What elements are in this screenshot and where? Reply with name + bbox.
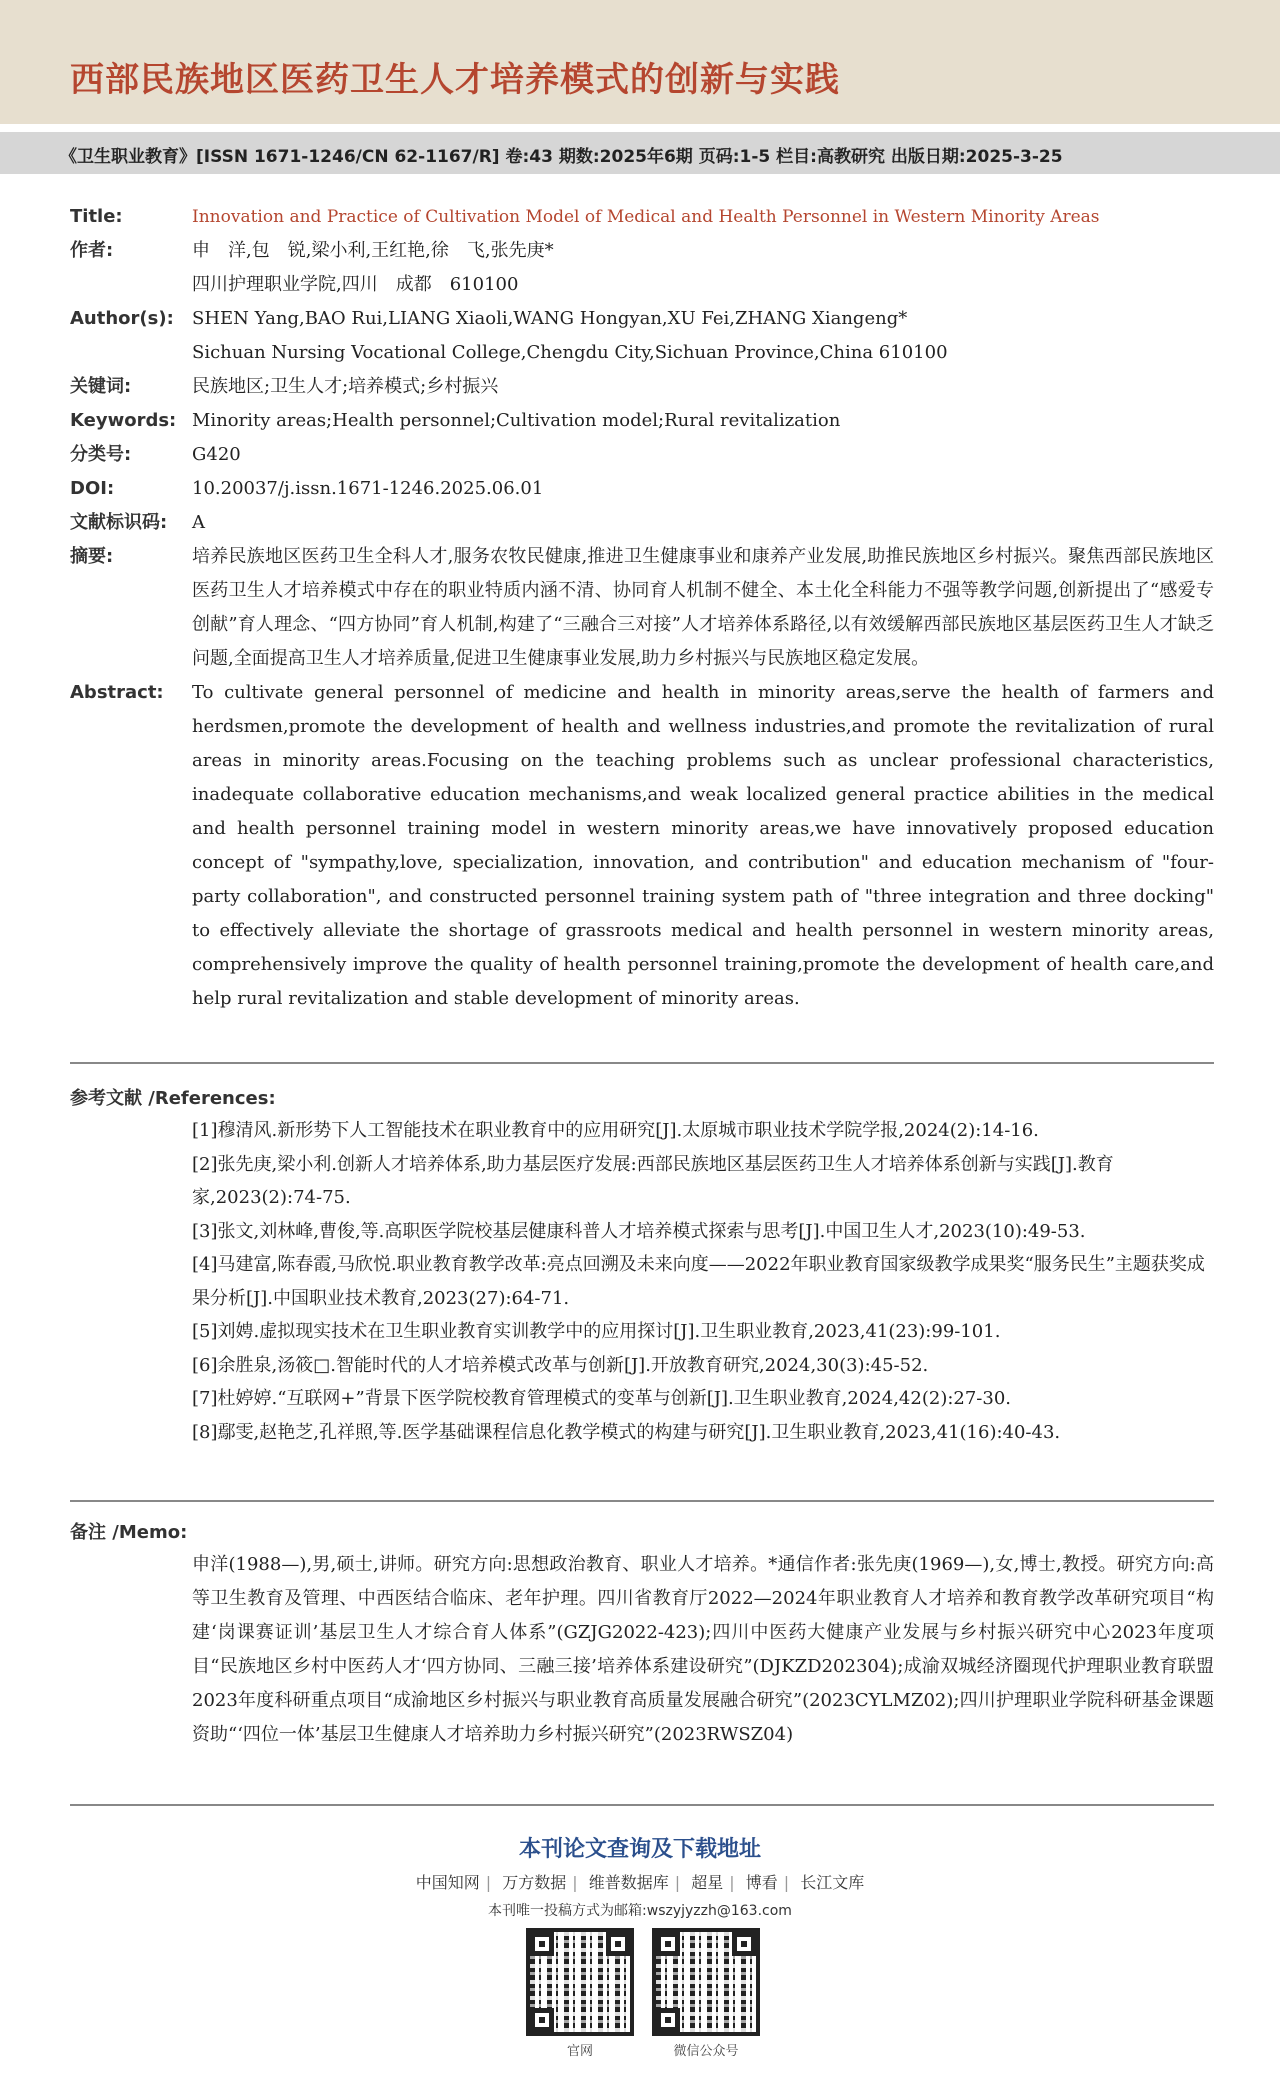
field-label: 文献标识码: bbox=[70, 512, 168, 533]
database-list bbox=[0, 1870, 1280, 1893]
journal-meta-bar bbox=[0, 132, 1280, 174]
article-fields bbox=[70, 200, 1214, 1016]
separator: | bbox=[729, 1873, 735, 1892]
reference-item: [3]张文,刘林峰,曹俊,等.高职医学院校基层健康科普人才培养模式探索与思考[J].中国卫生人才,2023(10):49-53. bbox=[192, 1220, 1086, 1242]
authors-en bbox=[192, 302, 1214, 370]
reference-item: [6]余胜泉,汤筱□.智能时代的人才培养模式改革与创新[J].开放教育研究,2024,30(3):45-52. bbox=[192, 1354, 929, 1376]
separator: | bbox=[572, 1873, 578, 1892]
field-keywords-cn bbox=[70, 370, 1214, 404]
qr-finder bbox=[606, 1932, 630, 1956]
footer-title: 本刊论文查询及下载地址 bbox=[518, 1837, 761, 1862]
title-band bbox=[0, 0, 1280, 124]
clc-number: G420 bbox=[192, 444, 241, 465]
qr-code-website[interactable] bbox=[526, 1928, 634, 2036]
field-abstract-en bbox=[70, 676, 1214, 1016]
field-label: 作者: bbox=[70, 240, 114, 261]
database-link[interactable]: 博看 bbox=[745, 1873, 778, 1892]
database-link[interactable]: 中国知网 bbox=[415, 1873, 480, 1892]
database-link[interactable]: 超星 bbox=[691, 1873, 724, 1892]
qr-finder bbox=[656, 2008, 680, 2032]
keywords-en: Minority areas;Health personnel;Cultivation model;Rural revitalization bbox=[192, 410, 841, 431]
field-label: Title: bbox=[70, 206, 123, 227]
qr-caption-wechat: 微信公众号 bbox=[673, 2044, 739, 2059]
field-label: Abstract: bbox=[70, 682, 164, 703]
band-divider bbox=[0, 124, 1280, 127]
field-label: Keywords: bbox=[70, 410, 177, 431]
field-keywords-en bbox=[70, 404, 1214, 438]
divider-references bbox=[70, 1062, 1214, 1064]
qr-finder bbox=[656, 1932, 680, 1956]
authors-cn bbox=[192, 234, 1214, 302]
affiliation-cn: 四川护理职业学院,四川 成都 610100 bbox=[192, 274, 519, 295]
reference-item: [2]张先庚,梁小利.创新人才培养体系,助力基层医疗发展:西部民族地区基层医药卫生人才培养体系创新与实践[J].教育家,2023(2):74-75. bbox=[192, 1153, 1114, 1208]
memo-text: 申洋(1988—),男,硕士,讲师。研究方向:思想政治教育、职业人才培养。*通信作者:张先庚(1969—),女,博士,教授。研究方向:高等卫生教育及管理、中西医结合临床、老年护理。四川省教育厅2022—2024年职业教育人才培养和教育教学改革研究项目“构建‘岗课赛证训’基层卫生人才综合育人体系”(GZJG2022-423);四川中医药大健康产业发展与乡村振兴研究中心2023年度项目“民族地区乡村中医药人才‘四方协同、三融三接’培养体系建设研究”(DJKZD202304);成渝双城经济圈现代护理职业教育联盟2023年度科研重点项目“成渝地区乡村振兴与职业教育高质量发展融合研究”(2023CYLMZ02);四川护理职业学院科研基金课题资助“‘四位一体’基层卫生健康人才培养助力乡村振兴研究”(2023RWSZ04) bbox=[192, 1554, 1214, 1745]
doi-value: 10.20037/j.issn.1671-1246.2025.06.01 bbox=[192, 478, 544, 499]
separator: | bbox=[783, 1873, 790, 1892]
database-link[interactable]: 长江文库 bbox=[800, 1873, 865, 1892]
field-clc bbox=[70, 438, 1214, 472]
field-label: DOI: bbox=[70, 478, 115, 499]
divider-memo bbox=[70, 1500, 1214, 1502]
separator: | bbox=[485, 1873, 492, 1892]
field-doi bbox=[70, 472, 1214, 506]
authors-en-names: SHEN Yang,BAO Rui,LIANG Xiaoli,WANG Hongyan,XU Fei,ZHANG Xiangeng* bbox=[192, 308, 908, 329]
abstract-cn: 培养民族地区医药卫生全科人才,服务农牧民健康,推进卫生健康事业和康养产业发展,助推民族地区乡村振兴。聚焦西部民族地区医药卫生人才培养模式中存在的职业特质内涵不清、协同育人机制不健全、本土化全科能力不强等教学问题,创新提出了“感爱专创献”育人理念、“四方协同”育人机制,构建了“三融合三对接”人才培养体系路径,以有效缓解西部民族地区基层医药卫生人才缺乏问题,全面提高卫生人才培养质量,促进卫生健康事业发展,助力乡村振兴与民族地区稳定发展。 bbox=[192, 546, 1214, 669]
database-link[interactable]: 万方数据 bbox=[502, 1873, 567, 1892]
field-label: Author(s): bbox=[70, 308, 174, 329]
field-title bbox=[70, 200, 1214, 234]
qr-code-wechat[interactable] bbox=[652, 1928, 760, 2036]
divider-footer bbox=[70, 1804, 1214, 1806]
separator: | bbox=[674, 1873, 681, 1892]
field-doc-code bbox=[70, 506, 1214, 540]
qr-finder bbox=[530, 2008, 554, 2032]
qr-finder bbox=[530, 1932, 554, 1956]
reference-item: [5]刘娉.虚拟现实技术在卫生职业教育实训教学中的应用探讨[J].卫生职业教育,2023,41(23):99-101. bbox=[192, 1321, 1001, 1342]
abstract-en: To cultivate general personnel of medicine and health in minority areas,serve the health of farmers and herdsmen,promote the development of health and wellness industries,and promote the revitalization of rural areas in minority areas.Focusing on the teaching problems such as unclear professional characteristics, inadequate collaborative education mechanisms,and weak localized general practice abilities in the medical and health personnel training model in western minority areas,we have innovatively proposed education concept of "sympathy,love, specialization, innovation, and contribution" and education mechanism of "four-party collaboration", and constructed personnel training system path of "three integration and three docking" to effectively alleviate the shortage of grassroots medical and health personnel in western minority areas, comprehensively improve the quality of health personnel training,promote the development of health care,and help rural revitalization and stable development of minority areas. bbox=[192, 682, 1214, 1009]
qr-caption-website: 官网 bbox=[566, 2044, 593, 2059]
field-authors bbox=[70, 234, 1214, 302]
database-link[interactable]: 维普数据库 bbox=[588, 1873, 669, 1892]
field-label: 摘要: bbox=[70, 546, 114, 567]
memo-label: 备注 /Memo: bbox=[70, 1522, 188, 1543]
qr-finder bbox=[732, 1932, 756, 1956]
reference-item: [4]马建富,陈春霞,马欣悦.职业教育教学改革:亮点回溯及未来向度——2022年职业教育国家级教学成果奖“服务民生”主题获奖成果分析[J].中国职业技术教育,2023(27):64-71. bbox=[192, 1254, 1205, 1309]
field-label: 关键词: bbox=[70, 376, 132, 397]
field-authors-en bbox=[70, 302, 1214, 370]
reference-list bbox=[192, 1114, 1214, 1449]
authors-cn-names: 申 洋,包 锐,梁小利,王红艳,徐 飞,张先庚* bbox=[192, 240, 554, 261]
article-title: 西部民族地区医药卫生人才培养模式的创新与实践 bbox=[70, 60, 840, 100]
submission-email: 本刊唯一投稿方式为邮箱:wszyjyzzh@163.com bbox=[488, 1903, 792, 1919]
doc-code: A bbox=[192, 512, 205, 533]
field-abstract-cn bbox=[70, 540, 1214, 676]
english-title: Innovation and Practice of Cultivation Model of Medical and Health Personnel in Western Minority Areas bbox=[192, 207, 1100, 227]
affiliation-en: Sichuan Nursing Vocational College,Chengdu City,Sichuan Province,China 610100 bbox=[192, 342, 948, 363]
keywords-cn: 民族地区;卫生人才;培养模式;乡村振兴 bbox=[192, 376, 499, 397]
field-label: 分类号: bbox=[70, 444, 132, 465]
reference-item: [7]杜婷婷.“互联网+”背景下医学院校教育管理模式的变革与创新[J].卫生职业教育,2024,42(2):27-30. bbox=[192, 1388, 1012, 1409]
reference-item: [1]穆清风.新形势下人工智能技术在职业教育中的应用研究[J].太原城市职业技术学院学报,2024(2):14-16. bbox=[192, 1120, 1039, 1141]
reference-item: [8]鄢雯,赵艳芝,孔祥照,等.医学基础课程信息化教学模式的构建与研究[J].卫生职业教育,2023,41(16):40-43. bbox=[192, 1421, 1061, 1443]
references-label: 参考文献 /References: bbox=[70, 1088, 276, 1109]
journal-meta: 《卫生职业教育》[ISSN 1671-1246/CN 62-1167/R] 卷:43 期数:2025年6期 页码:1-5 栏目:高教研究 出版日期:2025-3-25 bbox=[60, 147, 1063, 167]
